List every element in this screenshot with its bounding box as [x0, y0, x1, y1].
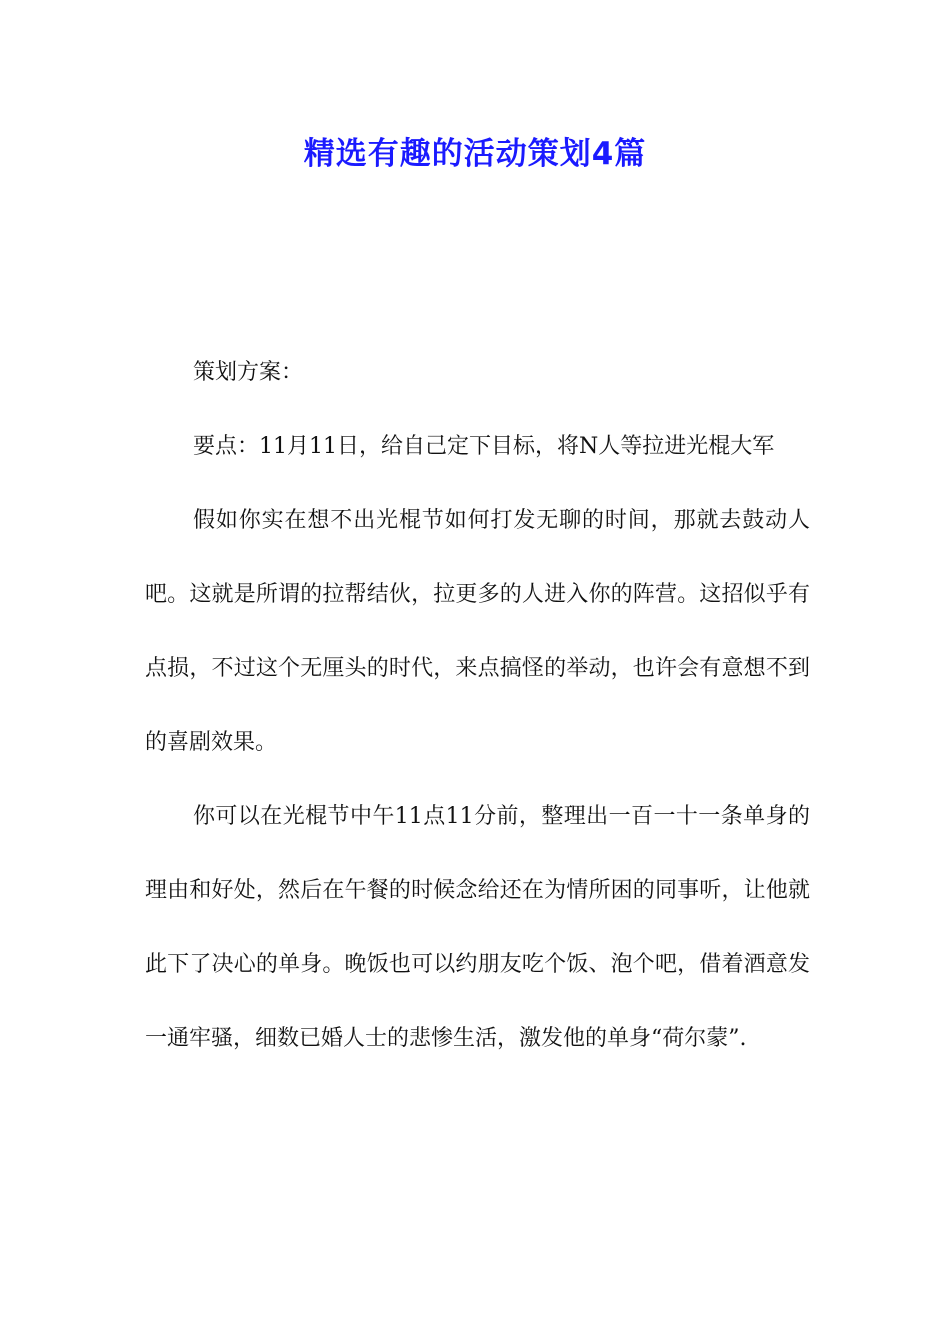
- paragraph-plan-heading: 策划方案：: [193, 360, 304, 385]
- document-title: 精选有趣的活动策划4篇: [303, 136, 647, 172]
- document-body: [145, 336, 810, 1076]
- paragraph-recruit: 假如你实在想不出光棍节如何打发无聊的时间，那就去鼓动人吧。这就是所谓的拉帮结伙，拉更多的人进入你的阵营。这招似乎有点损，不过这个无厘头的时代，来点搞怪的举动，也许会有意想不到的喜剧效果。: [145, 508, 810, 755]
- paragraph-key-point: 要点：11月11日，给自己定下目标，将N人等拉进光棍大军: [193, 434, 775, 459]
- paragraph-lunch-dinner: 你可以在光棍节中午11点11分前，整理出一百一十一条单身的理由和好处，然后在午餐的时候念给还在为情所困的同事听，让他就此下了决心的单身。晚饭也可以约朋友吃个饭、泡个吧，借着酒意发一通牢骚，细数已婚人士的悲惨生活，激发他的单身“荷尔蒙”.: [145, 804, 810, 1051]
